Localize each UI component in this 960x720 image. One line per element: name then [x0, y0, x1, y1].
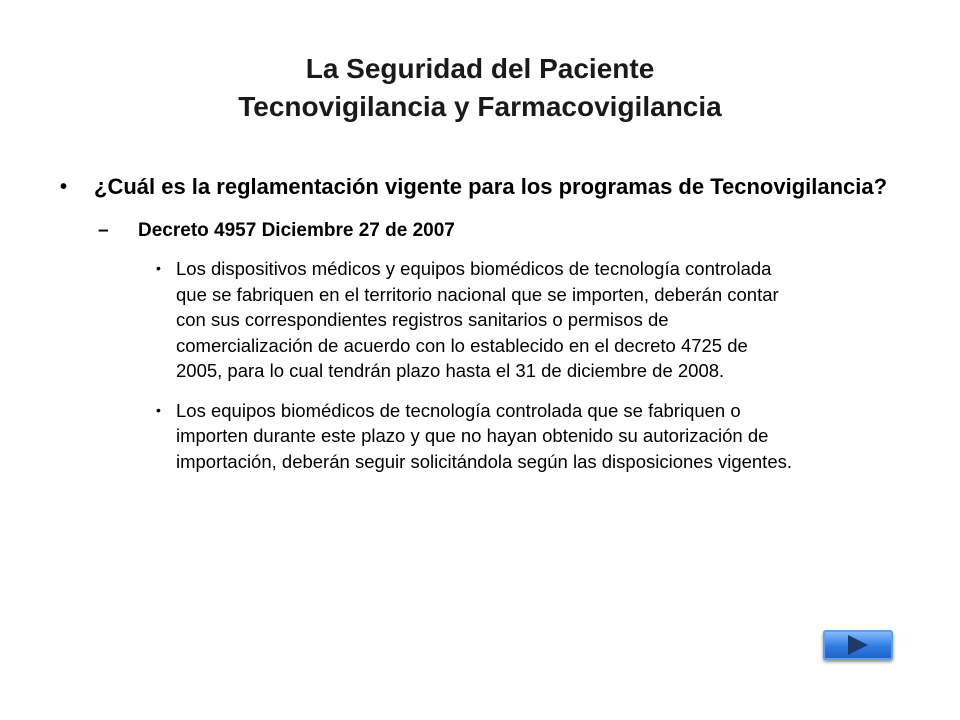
question-item	[58, 172, 908, 202]
question-text: ¿Cuál es la reglamentación vigente para los programas de Tecnovigilancia?	[94, 174, 888, 199]
bullet-icon: •	[156, 260, 161, 276]
dash-icon: –	[98, 220, 109, 241]
bullet-icon: •	[156, 401, 161, 418]
bullet-icon: •	[60, 176, 68, 198]
play-arrow-icon	[848, 635, 868, 655]
point-text: Los dispositivos médicos y equipos biomédicos de tecnología controlada que se fabriquen en el territorio nacional que se importen, deberán contar con sus correspondientes registros sanitarios o permisos de comercialización de acuerdo con lo establecido en el decreto 4725 de 2005, para lo cual tendrán plazo hasta el 31 de diciembre de 2008.	[176, 258, 779, 381]
next-slide-button[interactable]	[823, 630, 893, 660]
slide-title-line-1: La Seguridad del Paciente	[305, 53, 655, 84]
slide-title-line-2: Tecnovigilancia y Farmacovigilancia	[238, 91, 722, 122]
decree-item	[58, 218, 908, 244]
slide-title	[80, 50, 880, 126]
slide-body	[58, 172, 908, 474]
point-item	[58, 398, 796, 475]
point-text: Los equipos biomédicos de tecnología controlada que se fabriquen o importen durante este plazo y que no hayan obtenido su autorización de importación, deberán seguir solicitándola según las disposiciones vigentes.	[176, 399, 793, 472]
decree-text: Decreto 4957 Diciembre 27 de 2007	[138, 220, 455, 241]
point-item	[58, 256, 796, 384]
